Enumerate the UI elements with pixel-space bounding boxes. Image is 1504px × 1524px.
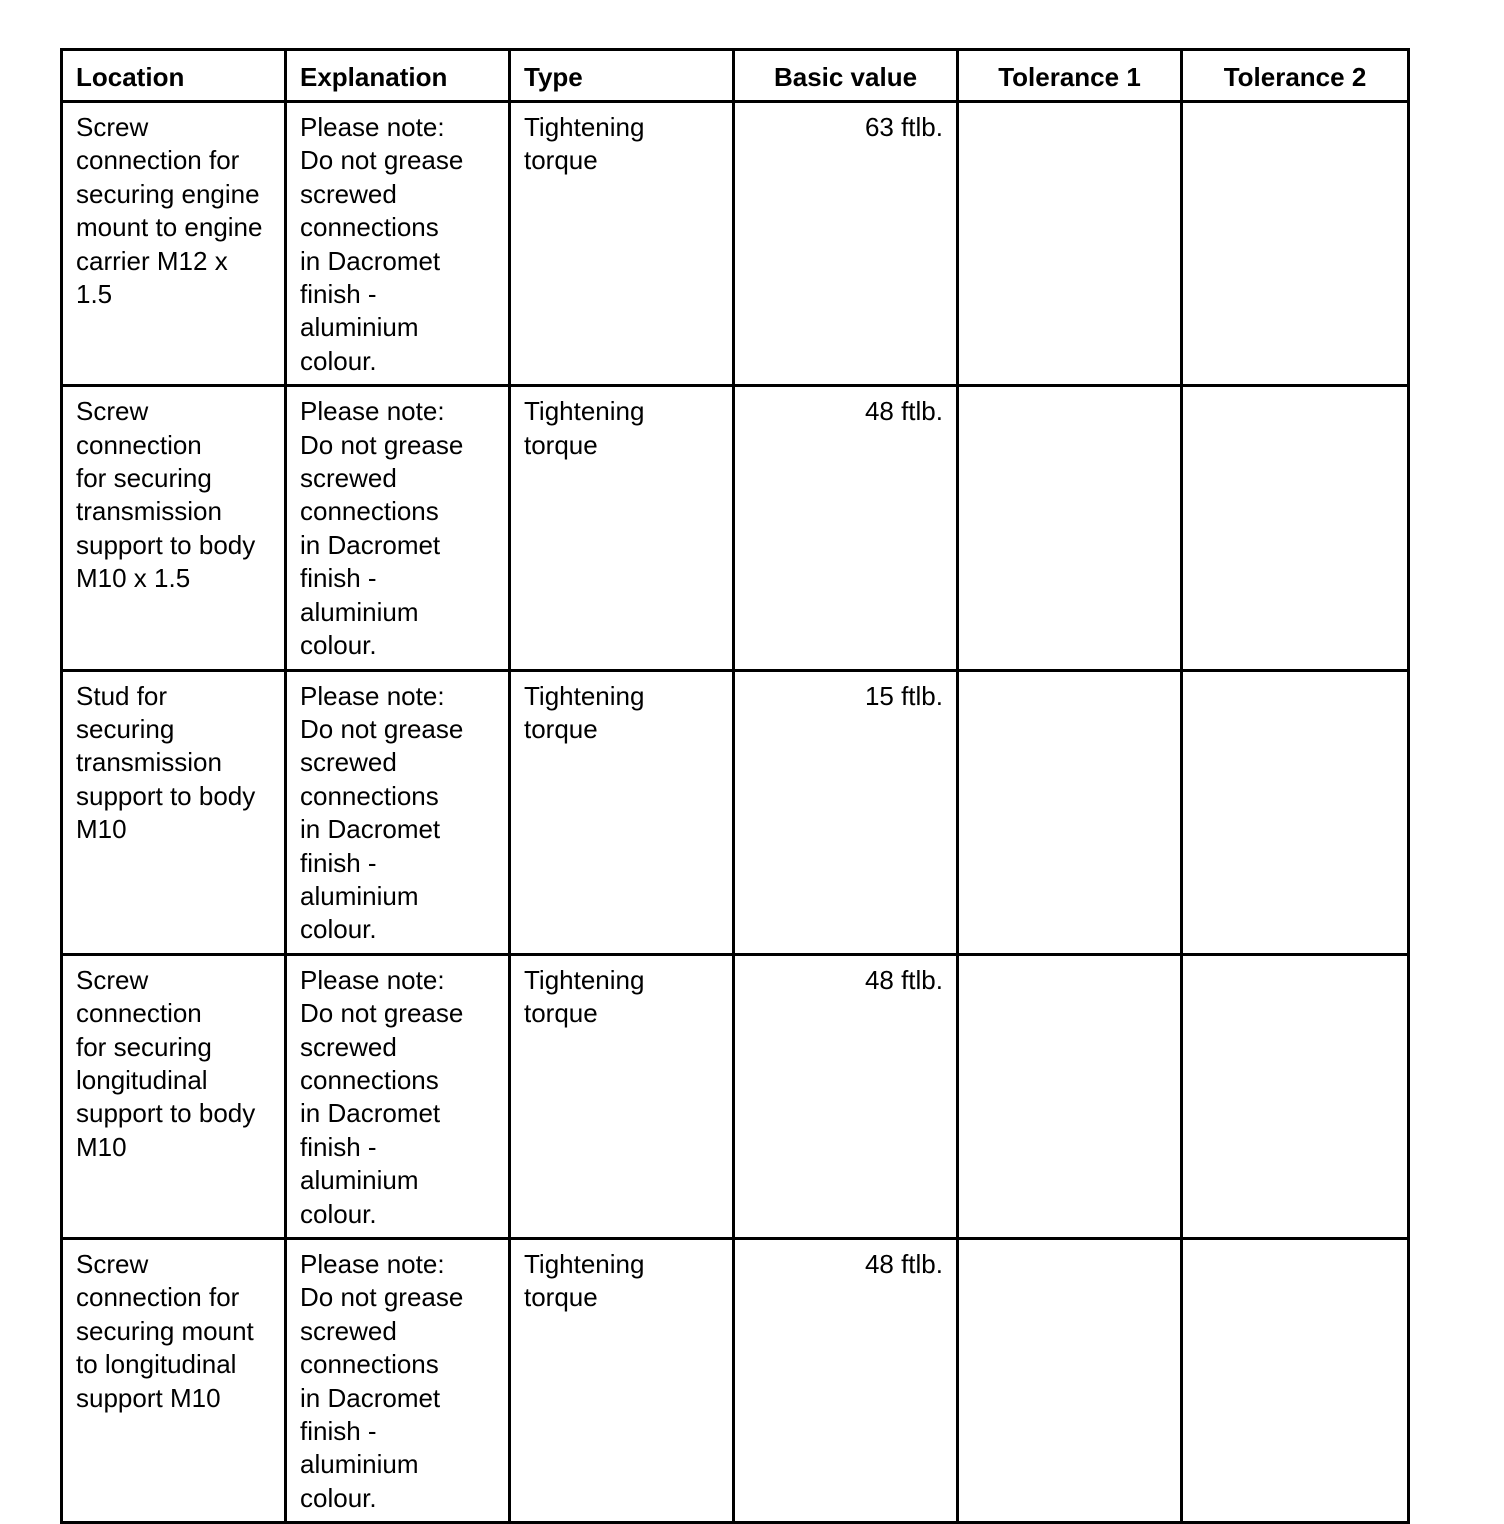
- cell-basic-value: 48 ftlb.: [734, 1239, 958, 1523]
- cell-location: Screw connection for securing engine mount to engine carrier M12 x 1.5: [62, 102, 286, 386]
- column-header-tolerance-1: Tolerance 1: [958, 50, 1182, 102]
- cell-explanation: Please note: Do not grease screwed connections in Dacromet finish - aluminium colour.: [286, 386, 510, 670]
- cell-type: Tightening torque: [510, 102, 734, 386]
- column-header-location: Location: [62, 50, 286, 102]
- cell-location: Screw connection for securing longitudinal support to body M10: [62, 954, 286, 1238]
- cell-explanation: Please note: Do not grease screwed connections in Dacromet finish - aluminium colour.: [286, 670, 510, 954]
- table-row: [62, 102, 1409, 386]
- column-header-explanation: Explanation: [286, 50, 510, 102]
- cell-basic-value: 15 ftlb.: [734, 670, 958, 954]
- cell-tolerance-2: [1182, 954, 1409, 1238]
- cell-explanation: Please note: Do not grease screwed connections in Dacromet finish - aluminium colour.: [286, 954, 510, 1238]
- column-header-basic-value: Basic value: [734, 50, 958, 102]
- cell-tolerance-1: [958, 954, 1182, 1238]
- cell-location: Screw connection for securing transmission support to body M10 x 1.5: [62, 386, 286, 670]
- cell-tolerance-2: [1182, 386, 1409, 670]
- cell-tolerance-2: [1182, 1239, 1409, 1523]
- cell-type: Tightening torque: [510, 670, 734, 954]
- cell-type: Tightening torque: [510, 954, 734, 1238]
- cell-explanation: Please note: Do not grease screwed connections in Dacromet finish - aluminium colour.: [286, 1239, 510, 1523]
- table-row: [62, 1239, 1409, 1523]
- table-row: [62, 670, 1409, 954]
- cell-tolerance-1: [958, 670, 1182, 954]
- cell-explanation: Please note: Do not grease screwed connections in Dacromet finish - aluminium colour.: [286, 102, 510, 386]
- cell-tolerance-1: [958, 386, 1182, 670]
- cell-location: Screw connection for securing mount to longitudinal support M10: [62, 1239, 286, 1523]
- cell-basic-value: 48 ftlb.: [734, 954, 958, 1238]
- cell-tolerance-1: [958, 1239, 1182, 1523]
- column-header-tolerance-2: Tolerance 2: [1182, 50, 1409, 102]
- cell-tolerance-2: [1182, 102, 1409, 386]
- column-header-type: Type: [510, 50, 734, 102]
- table-row: [62, 954, 1409, 1238]
- cell-basic-value: 63 ftlb.: [734, 102, 958, 386]
- table-row: [62, 386, 1409, 670]
- cell-type: Tightening torque: [510, 386, 734, 670]
- cell-tolerance-1: [958, 102, 1182, 386]
- cell-type: Tightening torque: [510, 1239, 734, 1523]
- cell-basic-value: 48 ftlb.: [734, 386, 958, 670]
- header-row: [62, 50, 1409, 102]
- cell-tolerance-2: [1182, 670, 1409, 954]
- torque-spec-table: [60, 48, 1410, 1524]
- cell-location: Stud for securing transmission support to body M10: [62, 670, 286, 954]
